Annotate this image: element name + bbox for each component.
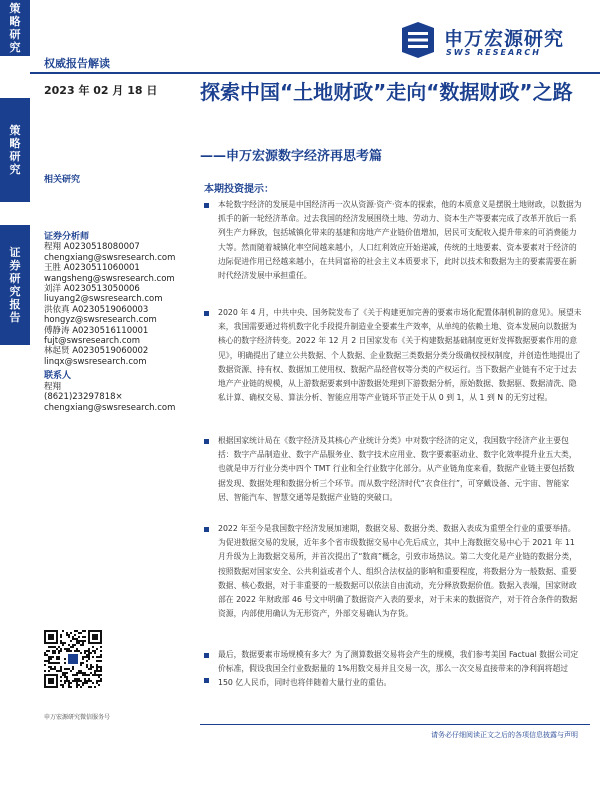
tag-char: 报: [9, 298, 21, 311]
report-date: 2023 年 02 月 18 日: [44, 84, 158, 97]
category-tag-strategy: [0, 0, 30, 56]
analyst-email[interactable]: liuyang2@swsresearch.com: [44, 294, 163, 305]
key-point-5: [204, 648, 582, 704]
key-point-text: 根据国家统计局在《数字经济及其核心产业统计分类》中对数字经济的定义，我国数字经济产业主要包括：数字产品制造业、数字产品服务业、数字技术应用业、数字要素驱动业、数字化效率提升业五大类，也就是申万行业分类中四个 TMT 行业和全行业数字化部分。从产业链角度来看，数据产业链主要包括数据发现、数据处理和数据分析三个环节。而从数字经济时代“衣食住行”，可穿戴设备、元宇宙、智能家居、智能汽车、智慧交通等是数据产业链的突破口。: [218, 436, 577, 502]
analyst-name: 王胜 A0230511060001: [44, 263, 140, 274]
tag-char: 研: [9, 272, 21, 285]
tag-char: 究: [9, 41, 21, 54]
contact-section-title: 联系人: [44, 371, 72, 382]
bullet-square-icon: [204, 311, 209, 316]
tag-char: 略: [9, 15, 21, 28]
analyst-email[interactable]: chengxiang@swsresearch.com: [44, 252, 176, 263]
wechat-qr-code: [44, 630, 102, 688]
report-title: 探索中国“土地财政”走向“数据财政”之路: [200, 80, 573, 104]
key-points-list: [204, 198, 582, 712]
analyst-name: 傅静涛 A0230516110001: [44, 325, 149, 336]
analyst-section-title: 证券分析师: [44, 232, 90, 242]
tag-char: 研: [9, 150, 21, 163]
logo-mark-icon: [398, 20, 438, 60]
key-point-text: 2022 年至今是我国数字经济发展加速期，数据交易、数据分类、数据入表成为重塑全行业的重要举措。为促进数据交易的发展，近年多个省市级数据交易中心先后成立，其中上海数据交易中心于 2021 年 11 月升级为上海数据交易所，并首次提出了“数商”概念，引致市场热议。第二大变化是产业链的数据分类，按照数据对国家安全、公共利益或者个人、组织合法权益的影响和重要程度，将数据分为一般数据、重要数据、核心数据，对于非重要的一般数据可以依法自由流动，充分释放数据价值。数据入表端，国家财政部在 2022 年财政部 46 号文中明确了数据资产入表的要求，对于未来的数据资产，对于符合条件的数据资源，内部使用确认为无形资产，外部交易确认为存货。: [218, 524, 578, 619]
analyst-email[interactable]: linqx@swsresearch.com: [44, 356, 147, 367]
qr-caption: 申万宏源研究微信服务号: [44, 714, 111, 721]
contact-line: 程翔: [44, 381, 62, 392]
bullet-square-icon: [204, 678, 209, 683]
header-label: 权威报告解读: [44, 57, 110, 70]
key-point-text: 2020 年 4 月，中共中央、国务院发布了《关于构建更加完善的要素市场化配置体制机制的意见》。展望未来，我国需要通过将机数字化手段提升制造业全要素生产效率，从单纯的依赖土地、资本发展向以数据为核心的数字经济转变。2022 年 12 月 2 日国家发布《关于构建数据基础制度更好发挥数据要素作用的意见》，明确提出了建立公共数据、个人数据、企业数据三类数据分类分级确权授权制度，并创造性地提出了数据资源、持有权、数据加工使用权、数据产品经营权等分类的产权运行。当下数据产业链有不定于过去地产产业链的规模，从上游数据要素到中游数据处理到下游数据分析，原始数据、数据驱、数据清洗、隐私计算、确权交易、算法分析、智能应用等产业链环节正处于从 0 到 1，从 1 到 N 的无穷过程。: [218, 308, 582, 403]
bullet-square-icon: [204, 653, 209, 658]
tag-char: 究: [9, 285, 21, 298]
contact-line[interactable]: chengxiang@swsresearch.com: [44, 402, 176, 413]
logo-text-cn: 申万宏源研究: [444, 28, 565, 50]
tag-char: 券: [9, 259, 21, 272]
analyst-list: [44, 232, 194, 413]
logo-text-en: SWS RESEARCH: [446, 48, 541, 57]
category-tag-strategy-research: [0, 98, 30, 202]
key-point-3: [204, 434, 582, 514]
report-subtitle: ——申万宏源数字经济再思考篇: [200, 149, 383, 164]
bullet-square-icon: [204, 527, 209, 532]
key-point-text: 最后，数据要素市场规模有多大？为了测算数据交易将会产生的规模，我们参考美国 Factual 数据公司定价标准，假设我国全行业数据量的 1%用数交易并且交易一次，那么一次交易直接带来的净利润将超过 150 亿人民币，同时也将伴随着大量行业的重估。: [218, 650, 579, 688]
category-tag-securities-report: [0, 225, 30, 345]
tag-char: 究: [9, 163, 21, 176]
tag-char: 策: [9, 2, 21, 15]
tag-char: 略: [9, 137, 21, 150]
analyst-email[interactable]: hongyz@swsresearch.com: [44, 315, 157, 326]
analyst-email[interactable]: wangsheng@swsresearch.com: [44, 273, 175, 284]
key-point-4: [204, 522, 582, 640]
footer-disclaimer: 请务必仔细阅读正文之后的各项信息披露与声明: [431, 731, 578, 739]
key-point-text: 本轮数字经济的发展是中国经济再一次从资源·资产·资本的探索，他的本质意义是摆脱土地财政，以数据为抓手的新一轮经济革命。过去我国的经济发展围绕土地、劳动力、资本生产等要素完成了改革开放后一系列生产力释放，包括城镇化带来的基建和房地产产业链价值增加，居民可支配收入提升带来的可消费能力大等。然而随着城镇化率空间越来越小，人口红利效应开始递减，传统的土地要素、资本要素对于经济的边际促进作用已经越来越小，在共同富裕的社会主义本质要求下，此时以技术和数据为主的要素需要在新时代经济发展中承担重任。: [218, 200, 582, 281]
bullet-square-icon: [204, 203, 209, 208]
contact-line: (8621)23297818×: [44, 392, 123, 403]
tag-char: 策: [9, 124, 21, 137]
analyst-name: 程翔 A0230518080007: [44, 242, 140, 253]
key-point-2: [204, 306, 582, 426]
related-research-label: 相关研究: [44, 175, 81, 185]
key-points-title: 本期投资提示：: [204, 184, 274, 195]
key-point-1: [204, 198, 582, 298]
company-logo: [398, 18, 588, 62]
tag-char: 研: [9, 28, 21, 41]
analyst-name: 林起贤 A0230519060002: [44, 346, 149, 357]
analyst-name: 洪依真 A0230519060003: [44, 304, 149, 315]
footer-divider: [200, 724, 590, 725]
header-divider: [30, 72, 600, 74]
tag-char: 证: [9, 246, 21, 259]
bullet-square-icon: [204, 439, 209, 444]
analyst-name: 刘洋 A0230513050006: [44, 284, 140, 295]
tag-char: 告: [9, 311, 21, 324]
analyst-email[interactable]: fujt@swsresearch.com: [44, 336, 141, 347]
